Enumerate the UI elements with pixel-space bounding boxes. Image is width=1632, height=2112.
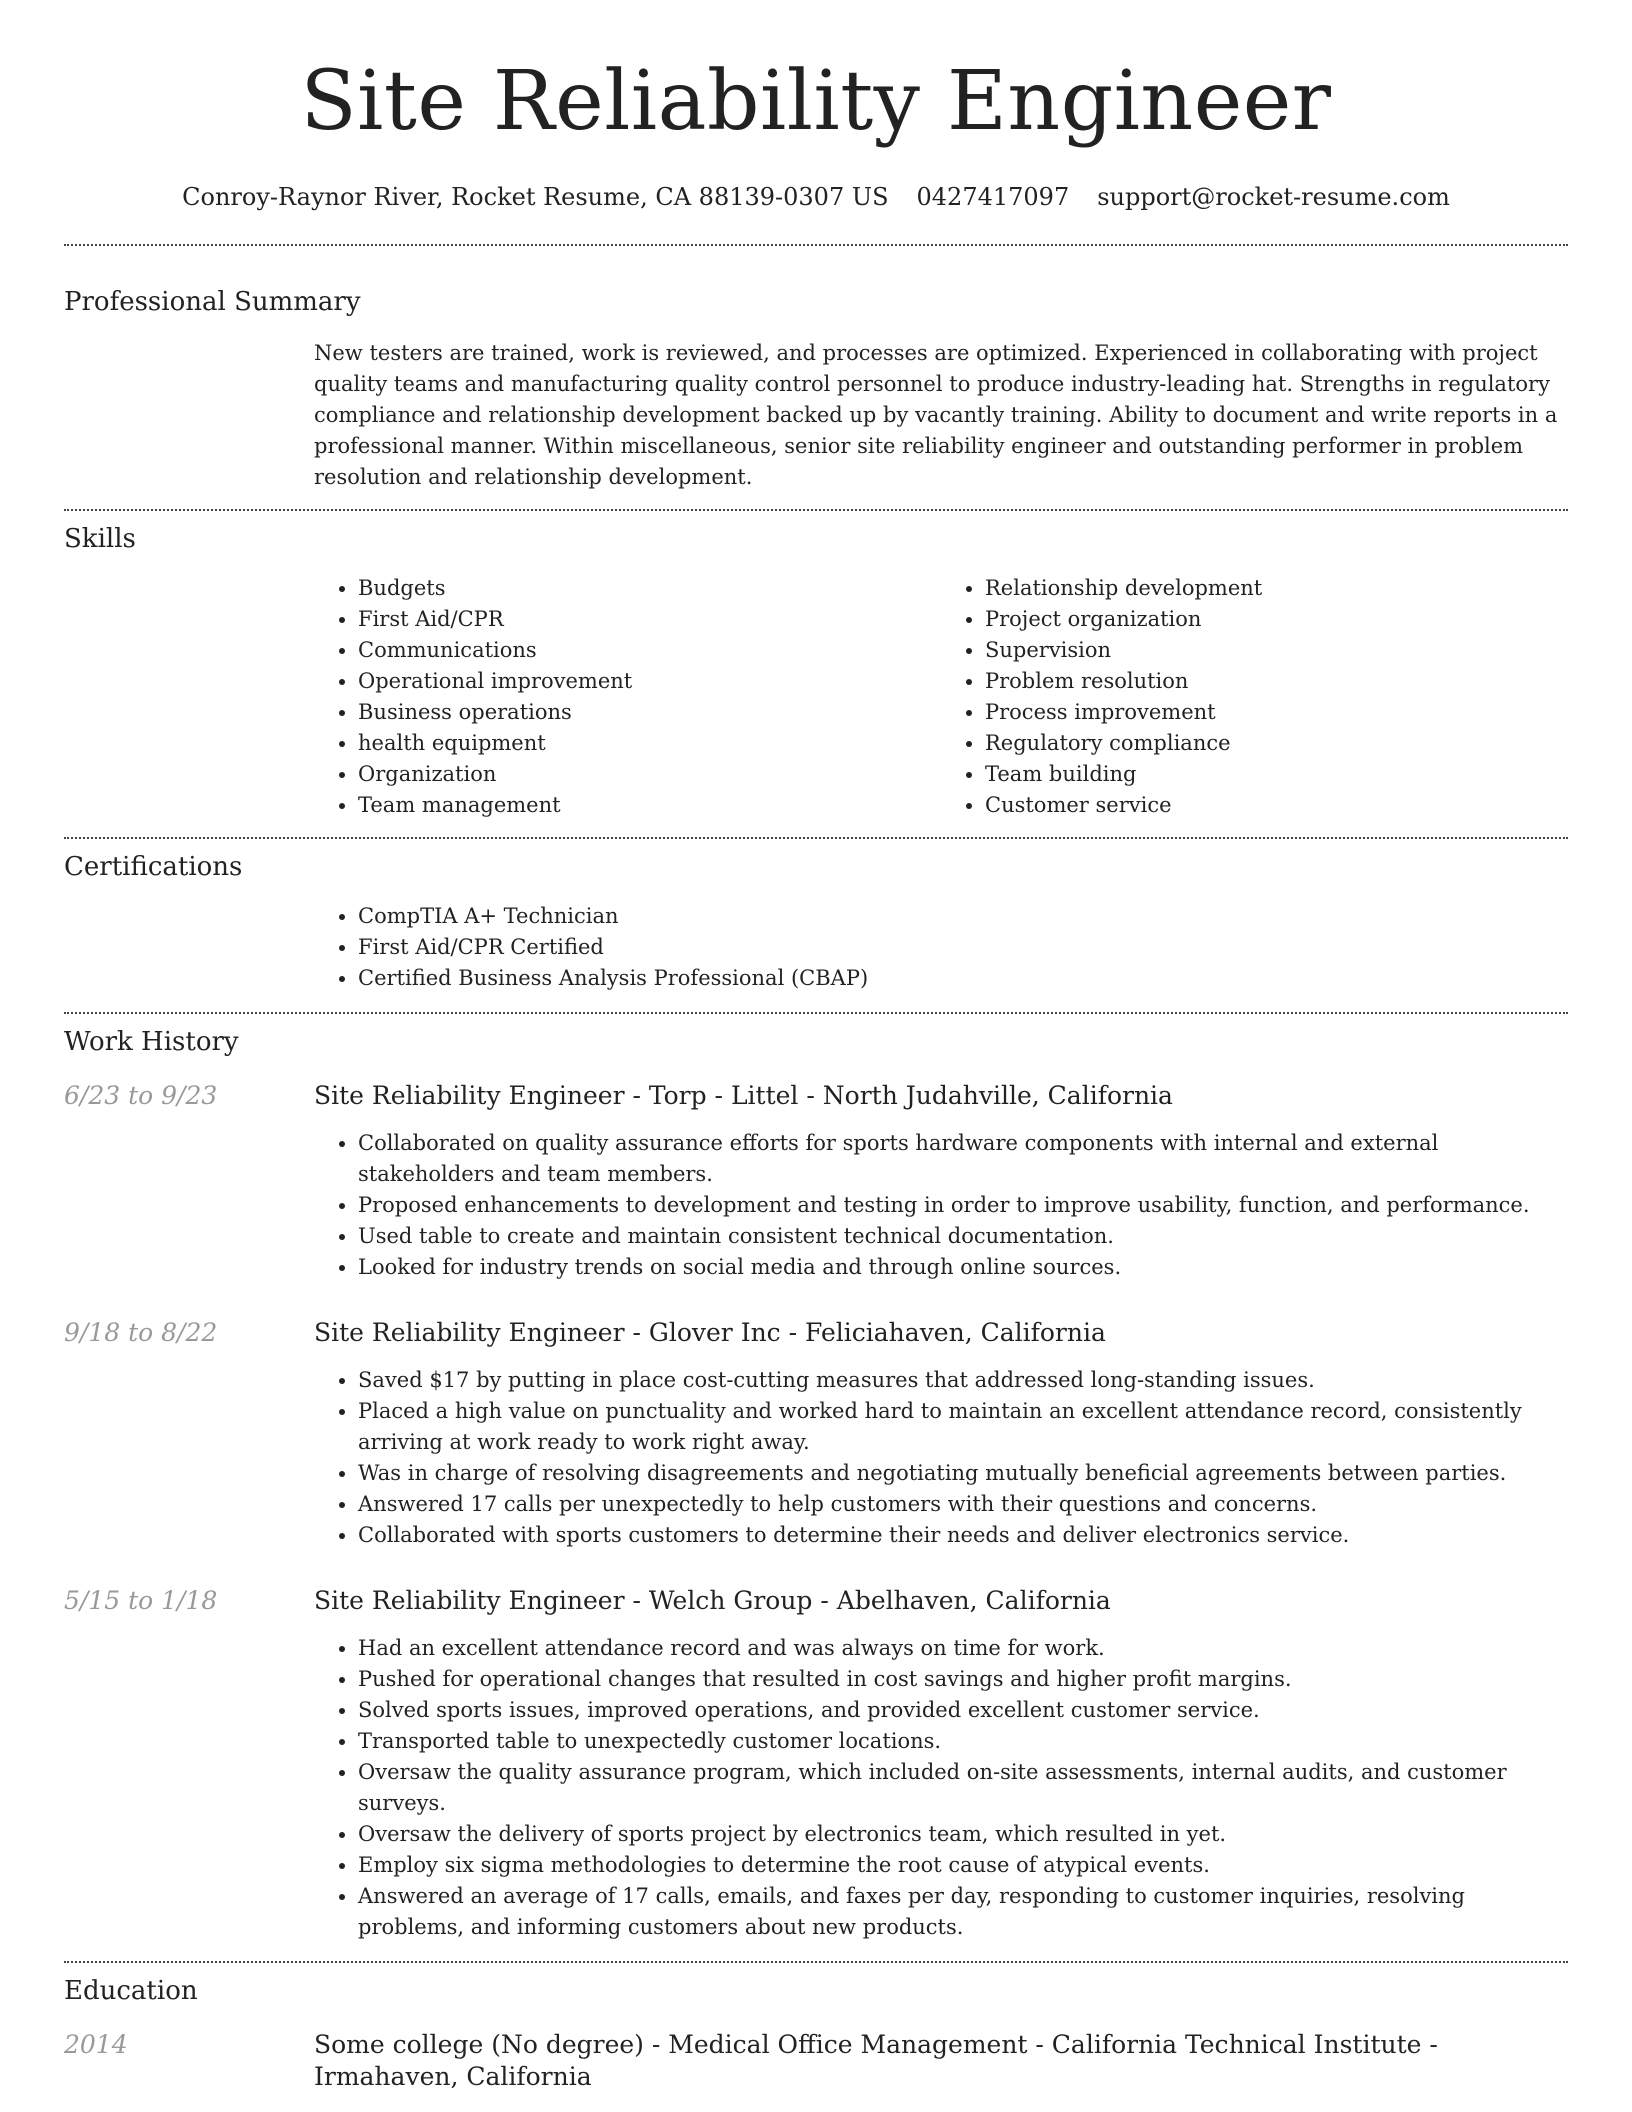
job-bullets [314, 1633, 1568, 1943]
divider [64, 509, 1568, 511]
skill-item: • Regulatory compliance [985, 728, 1568, 759]
job-bullet: • Collaborated on quality assurance efforts for sports hardware components with internal and external stakeholders and team members. [358, 1128, 1568, 1190]
job-heading: Site Reliability Engineer - Glover Inc - Feliciahaven, California [314, 1318, 1106, 1347]
job-bullet: • Placed a high value on punctuality and worked hard to maintain an excellent attendance record, consistently arriving at work ready to work right away. [358, 1396, 1568, 1458]
contact-address: Conroy-Raynor River, Rocket Resume, CA 88139-0307 US [182, 183, 889, 211]
skills-row [64, 573, 1568, 821]
job-bullet: • Was in charge of resolving disagreements and negotiating mutually beneficial agreements between parties. [358, 1458, 1568, 1489]
divider [64, 837, 1568, 839]
job-bullet: • Proposed enhancements to development and testing in order to improve usability, function, and performance. [358, 1190, 1568, 1221]
skill-item: • Customer service [985, 790, 1568, 821]
skill-item: • Relationship development [985, 573, 1568, 604]
summary-text: New testers are trained, work is reviewed, and processes are optimized. Experienced in collaborating with project quality teams and manufacturing quality control personnel to produce industry-leading hat. Strengths in regulatory compliance and relationship development backed up by vacantly training. Ability to document and write reports in a professional manner. Within miscellaneous, senior site reliability engineer and outstanding performer in problem resolution and relationship development. [314, 341, 1558, 489]
job-bullet: • Answered an average of 17 calls, emails, and faxes per day, responding to customer inquiries, resolving problems, and informing customers about new products. [358, 1881, 1568, 1943]
job-bullet: • Collaborated with sports customers to determine their needs and deliver electronics service. [358, 1520, 1568, 1551]
job-bullet: • Looked for industry trends on social media and through online sources. [358, 1252, 1568, 1283]
skills-list-right [941, 573, 1568, 821]
skill-item: • Team building [985, 759, 1568, 790]
section-title-education: Education [64, 1976, 198, 2006]
skills-list-left [314, 573, 941, 821]
divider [64, 1012, 1568, 1014]
job-heading: Site Reliability Engineer - Torp - Littel - North Judahville, California [314, 1081, 1173, 1110]
job-bullet: • Had an excellent attendance record and was always on time for work. [358, 1633, 1568, 1664]
job-entry [64, 1080, 1568, 1283]
resume-page [64, 0, 1568, 2093]
skill-item: • health equipment [358, 728, 941, 759]
job-dates: 6/23 to 9/23 [64, 1081, 218, 1110]
job-bullet: • Saved $17 by putting in place cost-cutting measures that addressed long-standing issues. [358, 1365, 1568, 1396]
job-bullet: • Transported table to unexpectedly customer locations. [358, 1726, 1568, 1757]
skill-item: • Supervision [985, 635, 1568, 666]
skill-item: • Business operations [358, 697, 941, 728]
job-dates: 5/15 to 1/18 [64, 1586, 218, 1615]
contact-phone: 0427417097 [916, 183, 1070, 211]
contact-email[interactable]: support@rocket-resume.com [1097, 183, 1450, 211]
job-bullets [314, 1365, 1568, 1551]
skill-item: • Budgets [358, 573, 941, 604]
section-title-summary: Professional Summary [64, 287, 361, 317]
skill-item: • Operational improvement [358, 666, 941, 697]
job-bullet: • Pushed for operational changes that resulted in cost savings and higher profit margins. [358, 1664, 1568, 1695]
certifications-list [314, 901, 1568, 994]
job-bullet: • Used table to create and maintain consistent technical documentation. [358, 1221, 1568, 1252]
skill-item: • Communications [358, 635, 941, 666]
skill-item: • First Aid/CPR [358, 604, 941, 635]
skill-item: • Process improvement [985, 697, 1568, 728]
certification-item: • First Aid/CPR Certified [358, 932, 1568, 963]
skill-item: • Problem resolution [985, 666, 1568, 697]
divider [64, 244, 1568, 246]
certification-item: • CompTIA A+ Technician [358, 901, 1568, 932]
skill-item: • Project organization [985, 604, 1568, 635]
education-entry [64, 2029, 1568, 2093]
job-bullets [314, 1128, 1568, 1283]
resume-name: Site Reliability Engineer [300, 54, 1332, 149]
section-title-skills: Skills [64, 524, 136, 554]
skills-columns [314, 573, 1568, 821]
job-entry [64, 1317, 1568, 1551]
job-heading: Site Reliability Engineer - Welch Group - Abelhaven, California [314, 1586, 1111, 1615]
summary-row [64, 338, 1568, 493]
education-year: 2014 [64, 2030, 128, 2059]
certification-item: • Certified Business Analysis Professional (CBAP) [358, 963, 1568, 994]
section-title-work: Work History [64, 1027, 239, 1057]
job-entry [64, 1585, 1568, 1943]
job-bullet: • Answered 17 calls per unexpectedly to help customers with their questions and concerns. [358, 1489, 1568, 1520]
divider [64, 1961, 1568, 1963]
certifications-row [64, 901, 1568, 994]
education-heading: Some college (No degree) - Medical Office Management - California Technical Institute - Irmahaven, California [314, 2030, 1438, 2091]
job-bullet: • Oversaw the quality assurance program, which included on-site assessments, internal audits, and customer surveys. [358, 1757, 1568, 1819]
job-dates: 9/18 to 8/22 [64, 1318, 218, 1347]
contact-line [64, 182, 1568, 212]
skill-item: • Team management [358, 790, 941, 821]
job-bullet: • Oversaw the delivery of sports project by electronics team, which resulted in yet. [358, 1819, 1568, 1850]
section-title-certifications: Certifications [64, 852, 243, 882]
job-bullet: • Solved sports issues, improved operations, and provided excellent customer service. [358, 1695, 1568, 1726]
job-bullet: • Employ six sigma methodologies to determine the root cause of atypical events. [358, 1850, 1568, 1881]
skill-item: • Organization [358, 759, 941, 790]
